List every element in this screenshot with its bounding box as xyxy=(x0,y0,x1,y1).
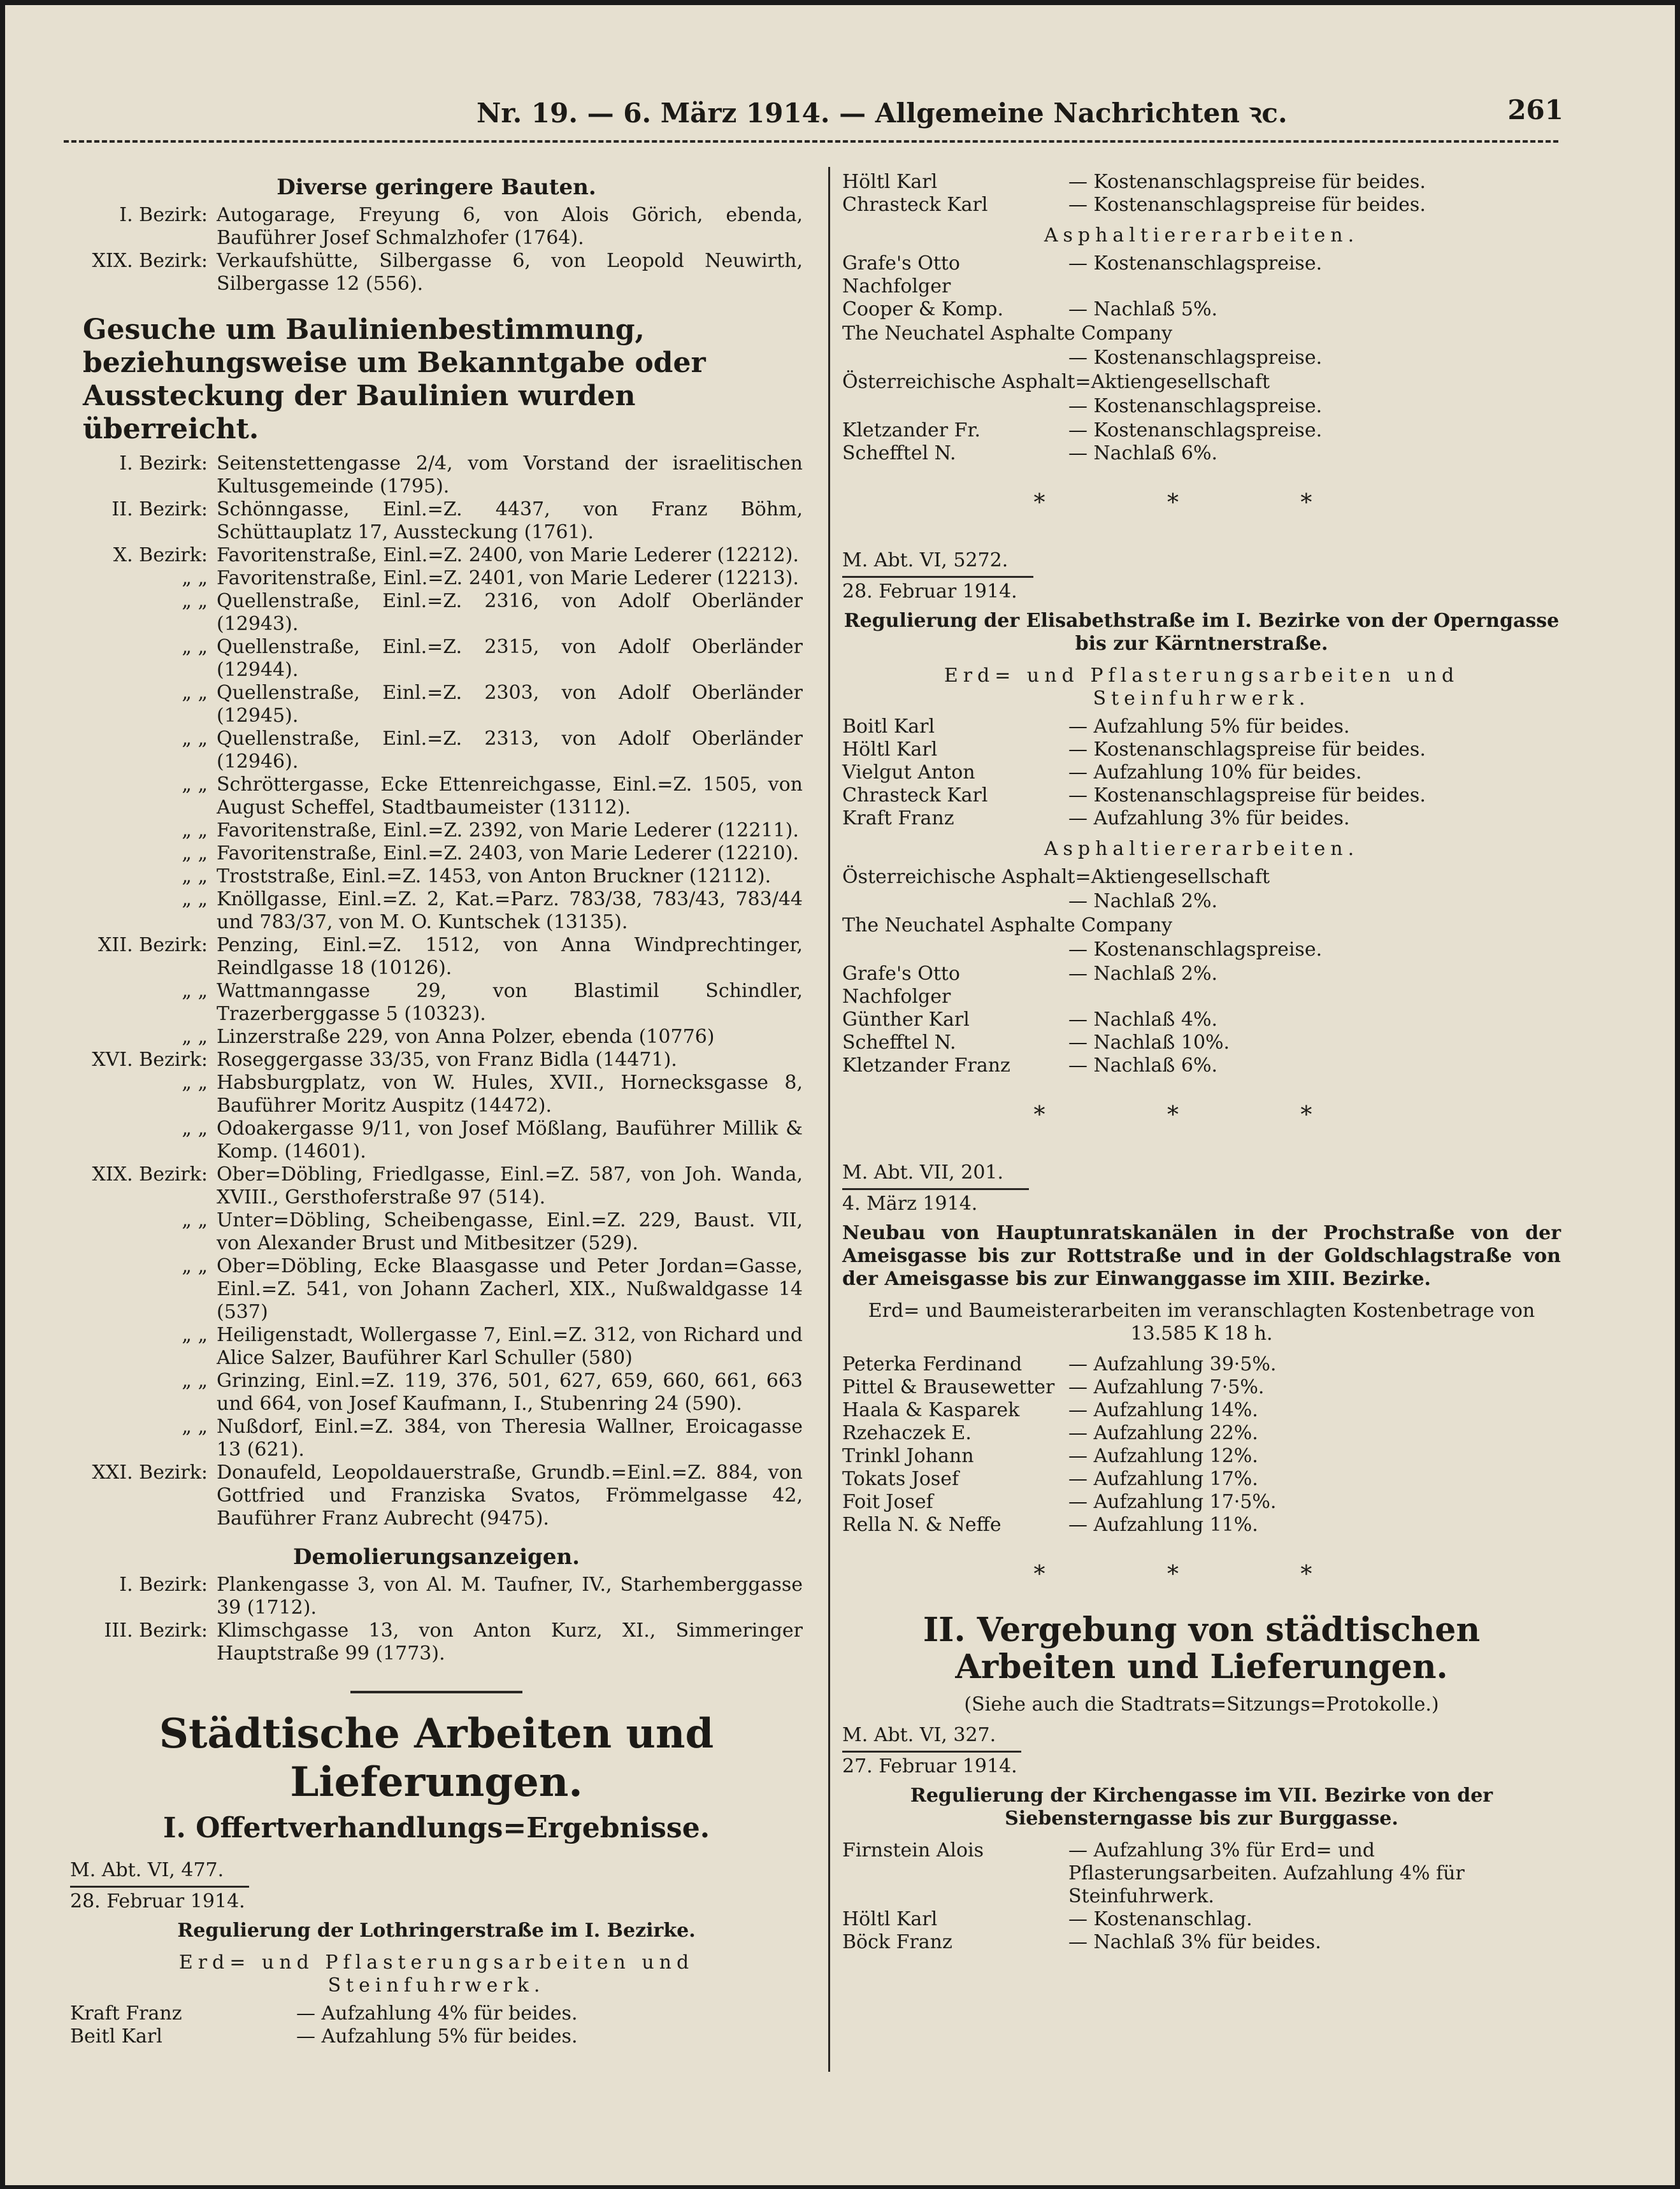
entry-text: Donaufeld, Leopoldauerstraße, Grundb.=Einl.=Z. 884, von Gottfried und Franziska Svatos, Frömmelgasse 42, Bauführer Franz Aubrecht (9475). xyxy=(217,1461,803,1530)
bidder-name: Schefftel N. xyxy=(842,1031,956,1054)
entry-text: Grinzing, Einl.=Z. 119, 376, 501, 627, 659, 660, 661, 663 und 664, von Josef Kaufmann, I., Stubenring 24 (590). xyxy=(217,1370,803,1415)
bidder-name: Rzehaczek E. xyxy=(842,1422,972,1444)
reference: M. Abt. VI, 477. xyxy=(70,1859,249,1888)
bidder-name: Tokats Josef xyxy=(842,1468,959,1490)
bid-value: — Nachlaß 4%. xyxy=(1068,1008,1217,1031)
bid-value: — Kostenanschlagspreise für beides. xyxy=(1068,784,1426,807)
register-entry xyxy=(70,1072,803,1117)
bid-row xyxy=(842,298,1561,321)
left-column xyxy=(70,171,803,2048)
bid-value: — Nachlaß 3% für beides. xyxy=(1068,1931,1321,1953)
entry-text: Plankengasse 3, von Al. M. Taufner, IV., Starhemberggasse 39 (1712). xyxy=(217,1574,803,1619)
bid-row xyxy=(842,1931,1561,1954)
district-label: „ „ xyxy=(182,980,208,1002)
district-label: „ „ xyxy=(182,590,208,612)
register-entry xyxy=(70,250,803,296)
work-type: Erd= und Baumeisterarbeiten im veranschlagten Kostenbetrage von 13.585 K 18 h. xyxy=(868,1300,1535,1345)
district-label: „ „ xyxy=(182,842,208,865)
bidder-name: Kraft Franz xyxy=(842,807,954,829)
bidder-name: Österreichische Asphalt=Aktiengesellschaft xyxy=(842,371,1270,393)
date: 28. Februar 1914. xyxy=(70,1890,245,1913)
date: 28. Februar 1914. xyxy=(842,580,1017,603)
bid-value: — Aufzahlung 17·5%. xyxy=(1068,1491,1277,1513)
register-entry xyxy=(70,842,803,865)
bid-value: — Kostenanschlag. xyxy=(1068,1908,1253,1930)
bidder-name: Beitl Karl xyxy=(70,2025,162,2048)
main-title: Städtische Arbeiten und Lieferungen. xyxy=(159,1710,714,1806)
bidder-name: Vielgut Anton xyxy=(842,761,975,784)
bid-value: — Aufzahlung 14%. xyxy=(1068,1399,1258,1421)
district-label: XIX. Bezirk: xyxy=(92,1163,208,1186)
bid-value: — Kostenanschlagspreise. xyxy=(1068,252,1323,275)
bidder-name: Kraft Franz xyxy=(70,2002,182,2025)
bid-value: — Kostenanschlagspreise für beides. xyxy=(1068,738,1426,761)
entry-text: Favoritenstraße, Einl.=Z. 2403, von Marie Lederer (12210). xyxy=(217,842,799,865)
bidder-name: Haala & Kasparek xyxy=(842,1399,1020,1421)
bid-value: — Nachlaß 2%. xyxy=(1068,963,1217,985)
bid-row xyxy=(842,1445,1561,1468)
register-entry xyxy=(70,1370,803,1416)
district-label: „ „ xyxy=(182,728,208,750)
work-type: Asphaltiererarbeiten. xyxy=(1044,224,1360,247)
bid-list xyxy=(842,715,1561,830)
bidder-name: Grafe's Otto Nachfolger xyxy=(842,252,960,298)
bid-row xyxy=(70,2025,803,2048)
bid-value: — Nachlaß 6%. xyxy=(1068,1054,1217,1077)
reference: M. Abt. VI, 5272. xyxy=(842,549,1033,578)
district-label: „ „ xyxy=(182,888,208,910)
bid-row xyxy=(842,1353,1561,1376)
district-label: I. Bezirk: xyxy=(119,452,208,475)
register-entry xyxy=(70,1209,803,1255)
register-entry xyxy=(70,590,803,636)
register-entry xyxy=(70,1049,803,1072)
district-label: „ „ xyxy=(182,1255,208,1277)
register-entry xyxy=(70,1619,803,1665)
item-heading: Regulierung der Kirchengasse im VII. Bezirke von der Siebensterngasse bis zur Burggasse. xyxy=(910,1784,1493,1830)
bid-row xyxy=(842,171,1561,194)
bid-row xyxy=(842,1422,1561,1445)
entry-list xyxy=(70,204,803,296)
page-number: 261 xyxy=(1507,94,1563,126)
district-label: XII. Bezirk: xyxy=(98,934,208,956)
entry-text: Schönngasse, Einl.=Z. 4437, von Franz Böhm, Schüttauplatz 17, Aussteckung (1761). xyxy=(217,498,803,543)
bidder-name: Günther Karl xyxy=(842,1008,970,1031)
bid-row xyxy=(842,442,1561,465)
date: 4. März 1914. xyxy=(842,1193,978,1215)
bid-row xyxy=(842,1908,1561,1931)
entry-text: Wattmanngasse 29, von Blastimil Schindler, Trazerberggasse 5 (10323). xyxy=(217,980,803,1025)
district-label: „ „ xyxy=(182,636,208,658)
entry-text: Quellenstraße, Einl.=Z. 2313, von Adolf Oberländer (12946). xyxy=(217,728,803,773)
running-header xyxy=(69,94,1563,133)
register-entry xyxy=(70,1461,803,1530)
bid-list xyxy=(842,419,1561,465)
bid-value: — Kostenanschlagspreise. xyxy=(1068,938,1323,961)
district-label: „ „ xyxy=(182,773,208,796)
reference: M. Abt. VII, 201. xyxy=(842,1161,1029,1190)
register-entry xyxy=(70,544,803,567)
entry-text: Odoakergasse 9/11, von Josef Mößlang, Bauführer Millik & Komp. (14601). xyxy=(217,1117,803,1163)
register-entry xyxy=(70,773,803,819)
bid-value: — Kostenanschlagspreise für beides. xyxy=(1068,171,1426,193)
entry-text: Heiligenstadt, Wollergasse 7, Einl.=Z. 312, von Richard und Alice Salzer, Bauführer Karl Schuller (580) xyxy=(217,1324,803,1369)
district-label: „ „ xyxy=(182,1324,208,1346)
entry-text: Favoritenstraße, Einl.=Z. 2392, von Marie Lederer (12211). xyxy=(217,819,799,842)
bid-value: — Aufzahlung 3% für Erd= und Pflasterungsarbeiten. Aufzahlung 4% für Steinfuhrwerk. xyxy=(1068,1839,1465,1907)
bid-value: — Aufzahlung 4% für beides. xyxy=(296,2002,578,2025)
bid-value: — Aufzahlung 7·5%. xyxy=(1068,1376,1265,1398)
bid-value: — Nachlaß 10%. xyxy=(1068,1031,1230,1054)
register-entry xyxy=(70,567,803,590)
section-title: Gesuche um Baulinienbestimmung, beziehungsweise um Bekanntgabe oder Aussteckung der Baulinien wurden überreicht. xyxy=(83,313,706,445)
entry-text: Quellenstraße, Einl.=Z. 2316, von Adolf Oberländer (12943). xyxy=(217,590,803,635)
bid-row xyxy=(70,2002,803,2025)
divider xyxy=(350,1691,522,1693)
reference: M. Abt. VI, 327. xyxy=(842,1724,1021,1753)
bid-row xyxy=(842,419,1561,442)
bidder-name: Chrasteck Karl xyxy=(842,784,988,807)
district-label: „ „ xyxy=(182,682,208,704)
bidder-name: Chrasteck Karl xyxy=(842,194,988,216)
register-entry xyxy=(70,682,803,728)
separator-stars: * * * xyxy=(1033,490,1370,516)
register-entry xyxy=(70,1117,803,1163)
register-entry xyxy=(70,888,803,934)
district-label: „ „ xyxy=(182,1370,208,1392)
bidder-name: Foit Josef xyxy=(842,1491,933,1513)
bid-value: — Aufzahlung 17%. xyxy=(1068,1468,1258,1490)
work-type: Erd= und Pflasterungsarbeiten und Steinfuhrwerk. xyxy=(944,664,1460,710)
bid-row xyxy=(842,1376,1561,1399)
register-entry xyxy=(70,1574,803,1619)
bid-row xyxy=(842,1054,1561,1077)
entry-text: Quellenstraße, Einl.=Z. 2315, von Adolf Oberländer (12944). xyxy=(217,636,803,681)
bid-row xyxy=(842,194,1561,217)
entry-list xyxy=(70,452,803,1530)
entry-text: Favoritenstraße, Einl.=Z. 2401, von Marie Lederer (12213). xyxy=(217,567,799,589)
entry-text: Ober=Döbling, Friedlgasse, Einl.=Z. 587, von Joh. Wanda, XVIII., Gersthoferstraße 97 (514). xyxy=(217,1163,803,1209)
work-type: Asphaltiererarbeiten. xyxy=(1044,838,1360,860)
district-label: „ „ xyxy=(182,567,208,589)
entry-text: Linzerstraße 229, von Anna Polzer, ebenda (10776) xyxy=(217,1026,715,1048)
separator-stars: * * * xyxy=(1033,1102,1370,1128)
entry-text: Knöllgasse, Einl.=Z. 2, Kat.=Parz. 783/38, 783/43, 783/44 und 783/37, von M. O. Kuntschek (13135). xyxy=(217,888,803,933)
header-rule xyxy=(64,140,1558,143)
bid-value: — Kostenanschlagspreise für beides. xyxy=(1068,194,1426,216)
item-heading: Regulierung der Elisabethstraße im I. Bezirke von der Operngasse bis zur Kärntnerstraße. xyxy=(844,610,1560,655)
district-label: I. Bezirk: xyxy=(119,204,208,226)
register-entry xyxy=(70,865,803,888)
district-label: XXI. Bezirk: xyxy=(92,1461,208,1484)
subtitle: I. Offertverhandlungs=Ergebnisse. xyxy=(162,1812,710,1844)
bid-value: — Aufzahlung 12%. xyxy=(1068,1445,1258,1467)
bidder-name: Böck Franz xyxy=(842,1931,952,1953)
entry-text: Habsburgplatz, von W. Hules, XVII., Hornecksgasse 8, Bauführer Moritz Auspitz (14472). xyxy=(217,1072,803,1117)
bid-list xyxy=(70,2002,803,2048)
bid-row xyxy=(842,252,1561,298)
bidder-name: Österreichische Asphalt=Aktiengesellschaft xyxy=(842,866,1270,888)
bid-row xyxy=(842,1008,1561,1031)
bid-row xyxy=(842,807,1561,830)
entry-list xyxy=(70,1574,803,1665)
item-heading: Regulierung der Lothringerstraße im I. Bezirke. xyxy=(177,1920,696,1942)
section-title: Diverse geringere Bauten. xyxy=(276,175,596,200)
item-heading: Neubau von Hauptunratskanälen in der Prochstraße von der Ameisgasse bis zur Rottstraße und in der Goldschlagstraße von der Ameisgasse bis zur Einwanggasse im XIII. Bezirke. xyxy=(842,1222,1561,1290)
register-entry xyxy=(70,1026,803,1049)
register-entry xyxy=(70,980,803,1026)
bidder-name: Peterka Ferdinand xyxy=(842,1353,1023,1375)
bidder-name: Schefftel N. xyxy=(842,442,956,464)
register-entry xyxy=(70,819,803,842)
entry-text: Ober=Döbling, Ecke Blaasgasse und Peter Jordan=Gasse, Einl.=Z. 541, von Johann Zacherl, XIX., Nußwaldgasse 14 (537) xyxy=(217,1255,803,1323)
bid-value: — Nachlaß 6%. xyxy=(1068,442,1217,464)
entry-text: Favoritenstraße, Einl.=Z. 2400, von Marie Lederer (12212). xyxy=(217,544,799,566)
register-entry xyxy=(70,934,803,980)
bidder-name: Kletzander Franz xyxy=(842,1054,1010,1077)
bid-value: — Aufzahlung 5% für beides. xyxy=(296,2025,578,2048)
bidder-name: Trinkl Johann xyxy=(842,1445,974,1467)
entry-text: Nußdorf, Einl.=Z. 384, von Theresia Wallner, Eroicagasse 13 (621). xyxy=(217,1416,803,1461)
bid-row xyxy=(842,1399,1561,1422)
bidder-name: Kletzander Fr. xyxy=(842,419,981,441)
bid-row xyxy=(842,1031,1561,1054)
bid-row xyxy=(842,1468,1561,1491)
bid-value: — Nachlaß 2%. xyxy=(1068,890,1217,912)
bidder-name: Cooper & Komp. xyxy=(842,298,1004,320)
bidder-name: The Neuchatel Asphalte Company xyxy=(842,322,1173,345)
entry-text: Unter=Döbling, Scheibengasse, Einl.=Z. 229, Baust. VII, von Alexander Brust und Mitbesitzer (529). xyxy=(217,1209,803,1254)
entry-text: Penzing, Einl.=Z. 1512, von Anna Windprechtinger, Reindlgasse 18 (10126). xyxy=(217,934,803,979)
district-label: „ „ xyxy=(182,819,208,842)
bidder-name: Firnstein Alois xyxy=(842,1839,984,1862)
bidder-name: The Neuchatel Asphalte Company xyxy=(842,914,1173,937)
bid-value: — Kostenanschlagspreise. xyxy=(1068,347,1323,369)
register-entry xyxy=(70,204,803,250)
register-entry xyxy=(70,1163,803,1209)
bid-list xyxy=(842,1839,1561,1954)
separator-stars: * * * xyxy=(1033,1561,1370,1588)
date: 27. Februar 1914. xyxy=(842,1755,1017,1777)
district-label: XVI. Bezirk: xyxy=(92,1049,208,1071)
note: (Siehe auch die Stadtrats=Sitzungs=Protokolle.) xyxy=(964,1693,1439,1716)
district-label: „ „ xyxy=(182,1209,208,1231)
bid-value: — Aufzahlung 39·5%. xyxy=(1068,1353,1277,1375)
bid-value: — Aufzahlung 22%. xyxy=(1068,1422,1258,1444)
bidder-name: Grafe's Otto Nachfolger xyxy=(842,963,960,1008)
bid-row xyxy=(842,738,1561,761)
bid-value: — Aufzahlung 11%. xyxy=(1068,1514,1258,1536)
register-entry xyxy=(70,728,803,773)
register-entry xyxy=(70,636,803,682)
bid-list xyxy=(842,1353,1561,1537)
entry-text: Quellenstraße, Einl.=Z. 2303, von Adolf Oberländer (12945). xyxy=(217,682,803,727)
bid-value: — Kostenanschlagspreise. xyxy=(1068,419,1323,441)
register-entry xyxy=(70,1324,803,1370)
entry-text: Schröttergasse, Ecke Ettenreichgasse, Einl.=Z. 1505, von August Scheffel, Stadtbaumeister (13112). xyxy=(217,773,803,819)
bid-row xyxy=(842,784,1561,807)
bidder-name: Höltl Karl xyxy=(842,1908,938,1930)
bidder-name: Rella N. & Neffe xyxy=(842,1514,1002,1536)
bidder-name: Boitl Karl xyxy=(842,715,935,738)
district-label: „ „ xyxy=(182,1072,208,1094)
district-label: „ „ xyxy=(182,865,208,887)
entry-text: Troststraße, Einl.=Z. 1453, von Anton Bruckner (12112). xyxy=(217,865,772,887)
entry-text: Roseggergasse 33/35, von Franz Bidla (14471). xyxy=(217,1049,677,1071)
bid-row xyxy=(842,1514,1561,1537)
bidder-name: Höltl Karl xyxy=(842,738,938,761)
bidder-name: Pittel & Brausewetter xyxy=(842,1376,1055,1398)
bid-row xyxy=(842,761,1561,784)
district-label: X. Bezirk: xyxy=(113,544,208,566)
entry-text: Seitenstettengasse 2/4, vom Vorstand der israelitischen Kultusgemeinde (1795). xyxy=(217,452,803,498)
district-label: „ „ xyxy=(182,1416,208,1438)
register-entry xyxy=(70,1255,803,1324)
right-column xyxy=(828,171,1561,1954)
bidder-name: Höltl Karl xyxy=(842,171,938,193)
register-entry xyxy=(70,452,803,498)
bid-row xyxy=(842,715,1561,738)
bid-value: — Aufzahlung 5% für beides. xyxy=(1068,715,1350,738)
bid-value: — Aufzahlung 3% für beides. xyxy=(1068,807,1350,829)
entry-text: Autogarage, Freyung 6, von Alois Görich, ebenda, Bauführer Josef Schmalzhofer (1764). xyxy=(217,204,803,249)
entry-text: Verkaufshütte, Silbergasse 6, von Leopold Neuwirth, Silbergasse 12 (556). xyxy=(217,250,803,295)
section-title: II. Vergebung von städtischen Arbeiten und Lieferungen. xyxy=(923,1611,1481,1686)
district-label: II. Bezirk: xyxy=(111,498,208,520)
register-entry xyxy=(70,1416,803,1461)
bid-list xyxy=(842,252,1561,321)
bid-list xyxy=(842,963,1561,1077)
district-label: „ „ xyxy=(182,1117,208,1140)
bid-row xyxy=(842,963,1561,1008)
bid-row xyxy=(842,1839,1561,1908)
bid-list xyxy=(842,171,1561,217)
district-label: XIX. Bezirk: xyxy=(92,250,208,272)
register-entry xyxy=(70,498,803,544)
header-title: Nr. 19. — 6. März 1914. — Allgemeine Nachrichten ꝛc. xyxy=(477,97,1288,129)
bid-row xyxy=(842,1491,1561,1514)
bid-value: — Nachlaß 5%. xyxy=(1068,298,1217,320)
entry-text: Klimschgasse 13, von Anton Kurz, XI., Simmeringer Hauptstraße 99 (1773). xyxy=(217,1619,803,1665)
bid-value: — Aufzahlung 10% für beides. xyxy=(1068,761,1362,784)
district-label: I. Bezirk: xyxy=(119,1574,208,1596)
district-label: „ „ xyxy=(182,1026,208,1048)
work-type: Erd= und Pflasterungsarbeiten und Steinfuhrwerk. xyxy=(178,1951,694,1997)
bid-value: — Kostenanschlagspreise. xyxy=(1068,395,1323,417)
district-label: III. Bezirk: xyxy=(104,1619,208,1642)
section-title: Demolierungsanzeigen. xyxy=(292,1544,580,1570)
